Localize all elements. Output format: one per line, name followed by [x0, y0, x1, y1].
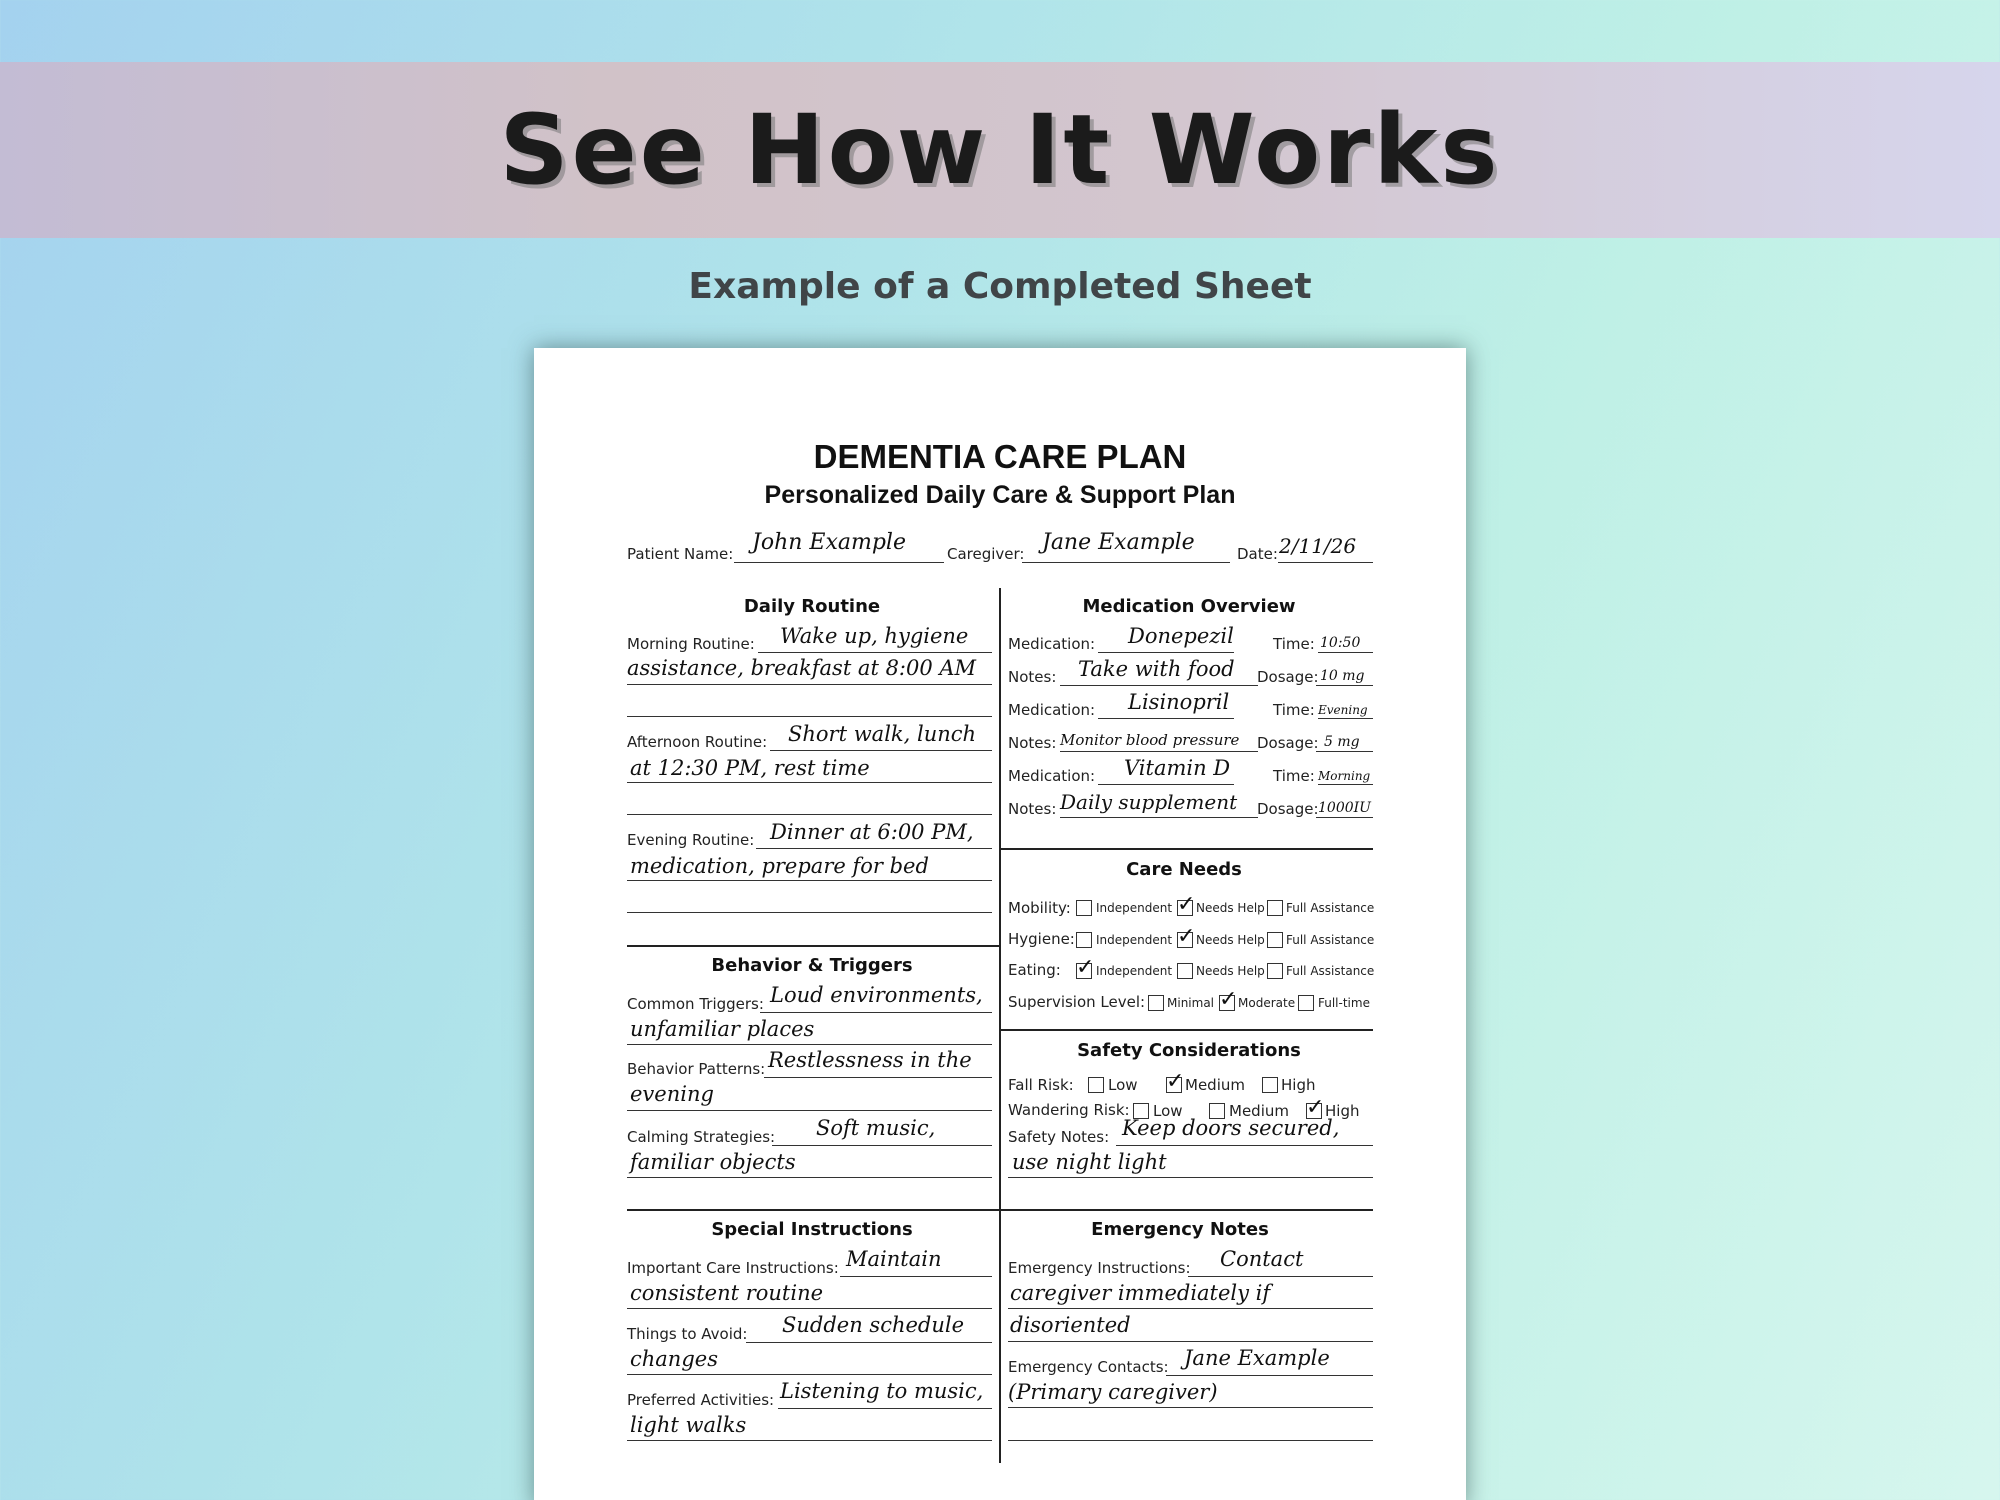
dosage-label-1: Dosage:: [1257, 668, 1319, 686]
avoid-line-2: [627, 1374, 992, 1375]
notes-value-1: Take with food: [1078, 657, 1235, 681]
emergency-contacts-line-3: [1008, 1440, 1373, 1441]
important-instructions-label: Important Care Instructions:: [627, 1259, 839, 1277]
medication-name-1: Donepezil: [1128, 624, 1234, 648]
patterns-value-2: evening: [630, 1082, 714, 1106]
time-value-1: 10:50: [1320, 635, 1361, 651]
mobility-full-label: Full Assistance: [1286, 901, 1375, 915]
mobility-independent-label: Independent: [1096, 901, 1173, 915]
page-subtitle: Example of a Completed Sheet: [688, 266, 1312, 307]
care-plan-sheet: [534, 348, 1466, 1500]
emergency-contacts-value-2: (Primary caregiver): [1008, 1380, 1218, 1404]
care-needs-heading: Care Needs: [1126, 859, 1242, 880]
supervision-moderate-label: Moderate: [1238, 996, 1296, 1010]
afternoon-line-3: [627, 814, 992, 815]
evening-routine-value-1: Dinner at 6:00 PM,: [770, 820, 974, 844]
eating-label: Eating:: [1008, 961, 1061, 979]
medication-name-3: Vitamin D: [1124, 756, 1231, 780]
fall-low-checkbox[interactable]: [1088, 1077, 1104, 1093]
divider-right-3: [1000, 1209, 1373, 1211]
mobility-independent-checkbox[interactable]: [1076, 900, 1092, 916]
special-instructions-heading: Special Instructions: [711, 1219, 913, 1240]
triggers-value-1: Loud environments,: [770, 983, 983, 1007]
preferred-activities-label: Preferred Activities:: [627, 1391, 775, 1409]
caregiver-label: Caregiver:: [947, 545, 1025, 563]
time-label-1: Time:: [1273, 635, 1315, 653]
calming-value-2: familiar objects: [630, 1150, 796, 1174]
emergency-contacts-value-1: Jane Example: [1184, 1346, 1330, 1370]
safety-notes-value-1: Keep doors secured,: [1122, 1116, 1340, 1140]
divider-left-1: [627, 945, 1000, 947]
evening-line-3: [627, 912, 992, 913]
dosage-label-3: Dosage:: [1257, 800, 1319, 818]
emergency-contacts-label: Emergency Contacts:: [1008, 1358, 1169, 1376]
eating-needs-help-label: Needs Help: [1196, 964, 1265, 978]
time-line-2: [1318, 718, 1373, 719]
morning-line-3: [627, 716, 992, 717]
evening-line-2: [627, 880, 992, 881]
medication-line-3: [1098, 784, 1234, 785]
afternoon-routine-value-2: at 12:30 PM, rest time: [630, 756, 870, 780]
calming-line-1: [772, 1145, 992, 1146]
notes-label-2: Notes:: [1008, 734, 1057, 752]
time-value-3: Morning: [1318, 769, 1371, 783]
safety-notes-line-1: [1116, 1145, 1373, 1146]
supervision-check-mark: ✓: [1219, 987, 1238, 1012]
eating-full-checkbox[interactable]: [1267, 963, 1283, 979]
time-label-2: Time:: [1273, 701, 1315, 719]
hygiene-needs-help-label: Needs Help: [1196, 933, 1265, 947]
patient-name-label: Patient Name:: [627, 545, 734, 563]
dosage-value-1: 10 mg: [1320, 668, 1365, 684]
evening-line-1: [756, 848, 992, 849]
emergency-contacts-line-1: [1166, 1375, 1373, 1376]
medication-label-2: Medication:: [1008, 701, 1096, 719]
calming-value-1: Soft music,: [816, 1116, 936, 1140]
afternoon-routine-value-1: Short walk, lunch: [788, 722, 977, 746]
dosage-line-3: [1316, 817, 1373, 818]
time-label-3: Time:: [1273, 767, 1315, 785]
divider-right-2: [1000, 1029, 1373, 1031]
time-line-1: [1318, 652, 1373, 653]
medication-line-1: [1098, 652, 1234, 653]
notes-label-1: Notes:: [1008, 668, 1057, 686]
hygiene-full-label: Full Assistance: [1286, 933, 1375, 947]
activities-line-1: [778, 1408, 992, 1409]
activities-value-1: Listening to music,: [780, 1379, 984, 1403]
hygiene-independent-checkbox[interactable]: [1076, 932, 1092, 948]
notes-line-3: [1060, 817, 1258, 818]
divider-right-1: [1000, 848, 1373, 850]
notes-label-3: Notes:: [1008, 800, 1057, 818]
patterns-label: Behavior Patterns:: [627, 1060, 766, 1078]
supervision-fulltime-label: Full-time: [1318, 996, 1370, 1010]
fall-risk-label: Fall Risk:: [1008, 1076, 1074, 1094]
triggers-value-2: unfamiliar places: [630, 1017, 815, 1041]
morning-routine-label: Morning Routine:: [627, 635, 755, 653]
medication-name-2: Lisinopril: [1128, 690, 1230, 714]
activities-line-2: [627, 1440, 992, 1441]
date-line: [1278, 562, 1373, 563]
afternoon-routine-label: Afternoon Routine:: [627, 733, 768, 751]
afternoon-line-1: [770, 750, 992, 751]
fall-low-label: Low: [1108, 1076, 1138, 1094]
eating-independent-label: Independent: [1096, 964, 1173, 978]
fall-high-checkbox[interactable]: [1262, 1077, 1278, 1093]
avoid-value-2: changes: [630, 1347, 718, 1371]
patterns-line-1: [764, 1077, 992, 1078]
date-label: Date:: [1237, 545, 1278, 563]
activities-value-2: light walks: [630, 1413, 747, 1437]
eating-check-mark: ✓: [1076, 955, 1095, 980]
triggers-line-1: [760, 1012, 992, 1013]
calming-line-2: [627, 1177, 992, 1178]
wandering-low-label: Low: [1153, 1102, 1183, 1120]
afternoon-line-2: [627, 782, 992, 783]
emergency-instructions-value-2: caregiver immediately if: [1010, 1281, 1271, 1305]
triggers-line-2: [627, 1044, 992, 1045]
patient-name-value: John Example: [752, 530, 906, 555]
emergency-instructions-label: Emergency Instructions:: [1008, 1259, 1191, 1277]
important-value-2: consistent routine: [630, 1281, 824, 1305]
emergency-instructions-value-3: disoriented: [1010, 1313, 1131, 1337]
wandering-high-label: High: [1325, 1102, 1360, 1120]
safety-heading: Safety Considerations: [1077, 1040, 1301, 1061]
emergency-instructions-line-3: [1008, 1341, 1373, 1342]
morning-routine-value-2: assistance, breakfast at 8:00 AM: [627, 656, 977, 680]
banner: [0, 62, 2000, 238]
notes-line-2: [1060, 751, 1258, 752]
notes-value-3: Daily supplement: [1060, 790, 1238, 814]
hygiene-independent-label: Independent: [1096, 933, 1173, 947]
wandering-risk-label: Wandering Risk:: [1008, 1101, 1130, 1119]
dosage-value-3: 1000IU: [1318, 800, 1371, 816]
wandering-check-mark: ✓: [1306, 1095, 1325, 1120]
mobility-label: Mobility:: [1008, 899, 1071, 917]
evening-routine-label: Evening Routine:: [627, 831, 755, 849]
eating-needs-help-checkbox[interactable]: [1177, 963, 1193, 979]
calming-label: Calming Strategies:: [627, 1128, 776, 1146]
safety-notes-line-2: [1008, 1177, 1373, 1178]
notes-line-1: [1060, 685, 1258, 686]
evening-routine-value-2: medication, prepare for bed: [630, 854, 929, 878]
center-divider: [999, 588, 1001, 1463]
medication-heading: Medication Overview: [1082, 596, 1296, 617]
hygiene-full-checkbox[interactable]: [1267, 932, 1283, 948]
mobility-full-checkbox[interactable]: [1267, 900, 1283, 916]
time-line-3: [1318, 784, 1373, 785]
fall-check-mark: ✓: [1166, 1069, 1185, 1094]
medication-label-3: Medication:: [1008, 767, 1096, 785]
caregiver-line: [1022, 562, 1230, 563]
fall-high-label: High: [1281, 1076, 1316, 1094]
mobility-check-mark: ✓: [1177, 892, 1196, 917]
supervision-label: Supervision Level:: [1008, 993, 1146, 1011]
important-value-1: Maintain: [846, 1247, 942, 1271]
medication-label-1: Medication:: [1008, 635, 1096, 653]
date-value: 2/11/26: [1279, 534, 1357, 558]
supervision-minimal-checkbox[interactable]: [1148, 995, 1164, 1011]
safety-notes-label: Safety Notes:: [1008, 1128, 1110, 1146]
daily-routine-heading: Daily Routine: [743, 596, 881, 617]
fall-medium-label: Medium: [1185, 1076, 1245, 1094]
mobility-needs-help-label: Needs Help: [1196, 901, 1265, 915]
patient-name-line: [734, 562, 944, 563]
caregiver-value: Jane Example: [1042, 530, 1195, 555]
important-line-2: [627, 1308, 992, 1309]
morning-routine-value-1: Wake up, hygiene: [780, 624, 969, 648]
dosage-value-2: 5 mg: [1324, 734, 1360, 750]
supervision-minimal-label: Minimal: [1167, 996, 1215, 1010]
banner-title: See How It Works: [499, 94, 1501, 206]
hygiene-check-mark: ✓: [1177, 924, 1196, 949]
important-line-1: [840, 1276, 992, 1277]
patterns-value-1: Restlessness in the: [768, 1048, 972, 1072]
behavior-heading: Behavior & Triggers: [711, 955, 913, 976]
time-value-2: Evening: [1318, 703, 1368, 717]
emergency-notes-heading: Emergency Notes: [1091, 1219, 1269, 1240]
eating-full-label: Full Assistance: [1286, 964, 1375, 978]
patterns-line-2: [627, 1110, 992, 1111]
dosage-line-2: [1316, 751, 1373, 752]
emergency-instructions-line-1: [1188, 1276, 1373, 1277]
notes-value-2: Monitor blood pressure: [1060, 731, 1240, 749]
avoid-value-1: Sudden schedule: [782, 1313, 965, 1337]
hygiene-label: Hygiene:: [1008, 930, 1075, 948]
morning-line-1: [758, 652, 992, 653]
divider-left-2: [627, 1209, 1000, 1211]
morning-line-2: [627, 684, 992, 685]
avoid-line-1: [746, 1342, 992, 1343]
emergency-instructions-line-2: [1008, 1308, 1373, 1309]
emergency-contacts-line-2: [1008, 1407, 1373, 1408]
medication-line-2: [1098, 718, 1234, 719]
dosage-label-2: Dosage:: [1257, 734, 1319, 752]
wandering-medium-label: Medium: [1229, 1102, 1289, 1120]
triggers-label: Common Triggers:: [627, 995, 764, 1013]
dosage-line-1: [1316, 685, 1373, 686]
emergency-instructions-value-1: Contact: [1220, 1247, 1304, 1271]
safety-notes-value-2: use night light: [1012, 1150, 1167, 1174]
sheet-title: DEMENTIA CARE PLAN: [813, 438, 1187, 475]
sheet-subtitle: Personalized Daily Care & Support Plan: [764, 481, 1236, 509]
things-to-avoid-label: Things to Avoid:: [627, 1325, 748, 1343]
supervision-fulltime-checkbox[interactable]: [1298, 995, 1314, 1011]
